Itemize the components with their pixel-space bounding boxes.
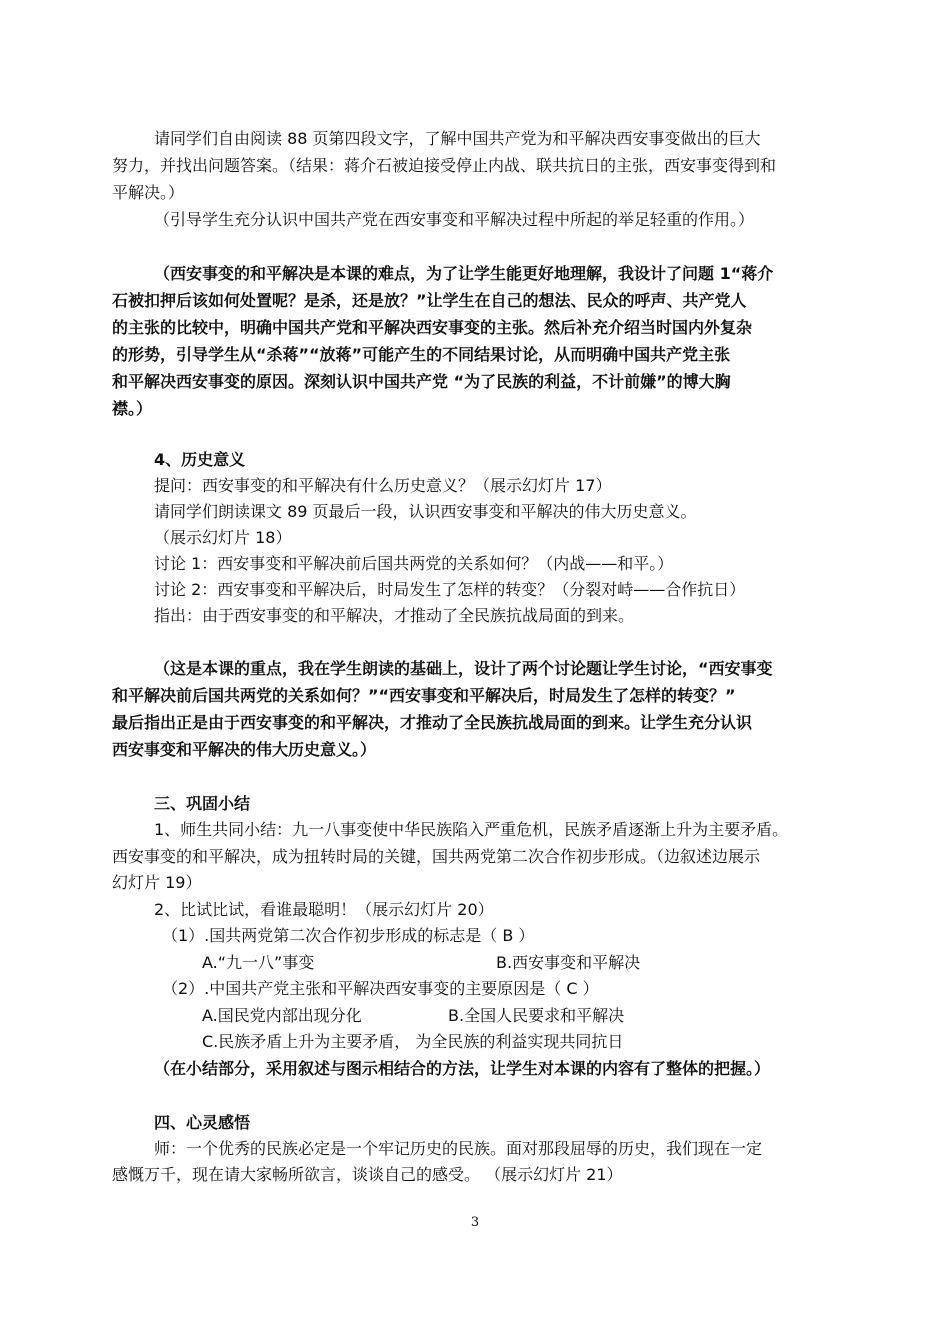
quiz-question-1: （1）.国共两党第二次合作初步形成的标志是（ B ）: [162, 926, 535, 945]
quiz-option: A.国民党内部出现分化: [202, 1006, 362, 1025]
paragraph-line: 平解决。）: [112, 183, 185, 202]
quiz-option: B.西安事变和平解决: [496, 953, 641, 972]
quiz-option: A.“九一八”事变: [202, 953, 315, 972]
teaching-note-line: 和平解决前后国共两党的关系如何？”“西安事变和平解决后，时局发生了怎样的转变？”: [112, 686, 736, 705]
quiz-intro: 2、比试比试，看谁最聪明！（展示幻灯片 20）: [154, 900, 494, 919]
paragraph-line: 指出：由于西安事变的和平解决，才推动了全民族抗战局面的到来。: [154, 606, 635, 625]
teaching-note-line: 和平解决西安事变的原因。深刻认识中国共产党 “为了民族的利益，不计前嫌”的博大胸: [112, 372, 731, 391]
paragraph-line: 1、师生共同小结：九一八事变使中华民族陷入严重危机，民族矛盾逐渐上升为主要矛盾。: [154, 820, 789, 839]
quiz-option: C.民族矛盾上升为主要矛盾， 为全民族的利益实现共同抗日: [202, 1032, 624, 1051]
paragraph-line: 幻灯片 19）: [112, 873, 202, 892]
teaching-note-line: 的形势，引导学生从“杀蒋”“放蒋”可能产生的不同结果讨论，从而明确中国共产党主张: [112, 345, 731, 364]
paragraph-line: 西安事变的和平解决，成为扭转时局的关键，国共两党第二次合作初步形成。（边叙述边展示: [112, 847, 761, 866]
paragraph-line: 努力，并找出问题答案。（结果：蒋介石被迫接受停止内战、联共抗日的主张，西安事变得到和: [112, 156, 777, 175]
teaching-note-line: （这是本课的重点，我在学生朗读的基础上，设计了两个讨论题让学生讨论，“西安事变: [154, 659, 773, 678]
teaching-note-line: （西安事变的和平解决是本课的难点，为了让学生能更好地理解，我设计了问题 1“蒋介: [154, 264, 774, 283]
paragraph-line: 提问：西安事变的和平解决有什么历史意义？（展示幻灯片 17）: [154, 476, 612, 495]
paragraph-line: 感慨万千，现在请大家畅所欲言，谈谈自己的感受。 （展示幻灯片 21）: [112, 1165, 623, 1184]
quiz-question-2: （2）.中国共产党主张和平解决西安事变的主要原因是（ C ）: [162, 979, 599, 998]
quiz-option: B.全国人民要求和平解决: [448, 1006, 625, 1025]
paragraph-line: 请同学们朗读课文 89 页最后一段，认识西安事变和平解决的伟大历史意义。: [154, 502, 697, 521]
teaching-note-line: 石被扣押后该如何处置呢？是杀，还是放？”让学生在自己的想法、民众的呼声、共产党人: [112, 291, 747, 310]
page-number: 3: [470, 1215, 480, 1230]
paragraph-line: （展示幻灯片 18）: [154, 528, 292, 547]
section-heading: 4、历史意义: [154, 450, 246, 469]
paragraph-line: 请同学们自由阅读 88 页第四段文字，了解中国共产党为和平解决西安事变做出的巨大: [154, 129, 761, 148]
paragraph-line: 讨论 2：西安事变和平解决后，时局发生了怎样的转变？（分裂对峙——合作抗日）: [154, 580, 746, 599]
paragraph-line: 师：一个优秀的民族必定是一个牢记历史的民族。面对那段屈辱的历史，我们现在一定: [154, 1139, 763, 1158]
section-heading: 四、心灵感悟: [154, 1113, 251, 1132]
teaching-note-line: 最后指出正是由于西安事变的和平解决，才推动了全民族抗战局面的到来。让学生充分认识: [112, 713, 753, 732]
paragraph-line: 讨论 1：西安事变和平解决前后国共两党的关系如何？（内战——和平。）: [154, 554, 674, 573]
teaching-note-line: 西安事变和平解决的伟大历史意义。）: [112, 740, 377, 759]
teaching-note-line: 襟。）: [112, 399, 153, 418]
guidance-line: （引导学生充分认识中国共产党在西安事变和平解决过程中所起的举足轻重的作用。）: [154, 210, 755, 229]
teaching-note-line: 的主张的比较中，明确中国共产党和平解决西安事变的主张。然后补充介绍当时国内外复杂: [112, 318, 753, 337]
teaching-note-line: （在小结部分，采用叙述与图示相结合的方法，让学生对本课的内容有了整体的把握。）: [154, 1059, 771, 1078]
section-heading: 三、巩固小结: [154, 794, 251, 813]
